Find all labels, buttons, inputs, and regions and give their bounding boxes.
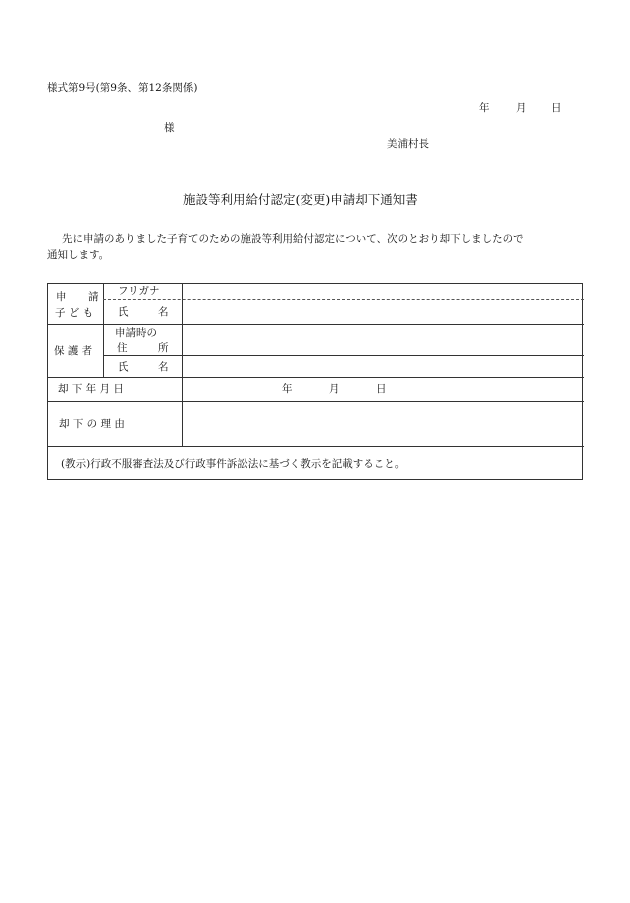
body-text-line-2: 通知します。 (47, 249, 110, 261)
divider-rejection-date (48, 377, 584, 378)
document-title: 施設等利用給付認定(変更)申請却下通知書 (183, 192, 418, 207)
address-label-line-2b: 所 (158, 342, 169, 354)
rejection-reason-label: 却 下 の 理 由 (59, 418, 125, 430)
rejection-form-table (47, 283, 583, 480)
child-name-field[interactable] (184, 301, 582, 323)
child-name-label-a: 氏 (118, 306, 129, 318)
guardian-group-label: 保 護 者 (54, 345, 93, 357)
furigana-field[interactable] (184, 285, 582, 298)
issuer-name: 美浦村長 (387, 138, 429, 150)
instruction-text: (教示)行政不服審査法及び行政事件訴訟法に基づく教示を記載すること。 (61, 458, 406, 470)
date-month-label: 月 (516, 102, 527, 114)
address-field[interactable] (184, 326, 582, 354)
divider-label-column (182, 284, 183, 446)
address-label-line-2a: 住 (117, 342, 128, 354)
furigana-label: フリガナ (118, 285, 160, 297)
rejection-reason-field[interactable] (184, 403, 582, 445)
guardian-name-label-b: 名 (158, 361, 169, 373)
child-group-label-1a: 申 (56, 291, 67, 303)
divider-address-name (103, 355, 584, 356)
divider-group-column (103, 284, 104, 377)
guardian-name-field[interactable] (184, 357, 582, 376)
child-name-label-b: 名 (158, 306, 169, 318)
divider-instruction (48, 446, 584, 447)
child-group-label-1b: 請 (88, 291, 99, 303)
date-day-label: 日 (551, 102, 562, 114)
rejection-date-day: 日 (376, 383, 387, 395)
address-label-line-1: 申請時の (115, 327, 157, 339)
date-year-label: 年 (479, 102, 490, 114)
form-number: 様式第9号(第9条、第12条関係) (47, 82, 198, 94)
guardian-name-label-a: 氏 (118, 361, 129, 373)
body-text-line-1: 先に申請のありました子育てのための施設等利用給付認定について、次のとおり却下しましたので (62, 233, 524, 245)
divider-rejection-reason (48, 401, 584, 402)
addressee-suffix: 様 (164, 122, 175, 134)
divider-child-guardian (48, 324, 584, 325)
divider-furigana (103, 299, 584, 300)
child-group-label-2: 子 ど も (55, 307, 94, 319)
rejection-date-month: 月 (329, 383, 340, 395)
rejection-date-label: 却 下 年 月 日 (58, 383, 124, 395)
rejection-date-year: 年 (282, 383, 293, 395)
